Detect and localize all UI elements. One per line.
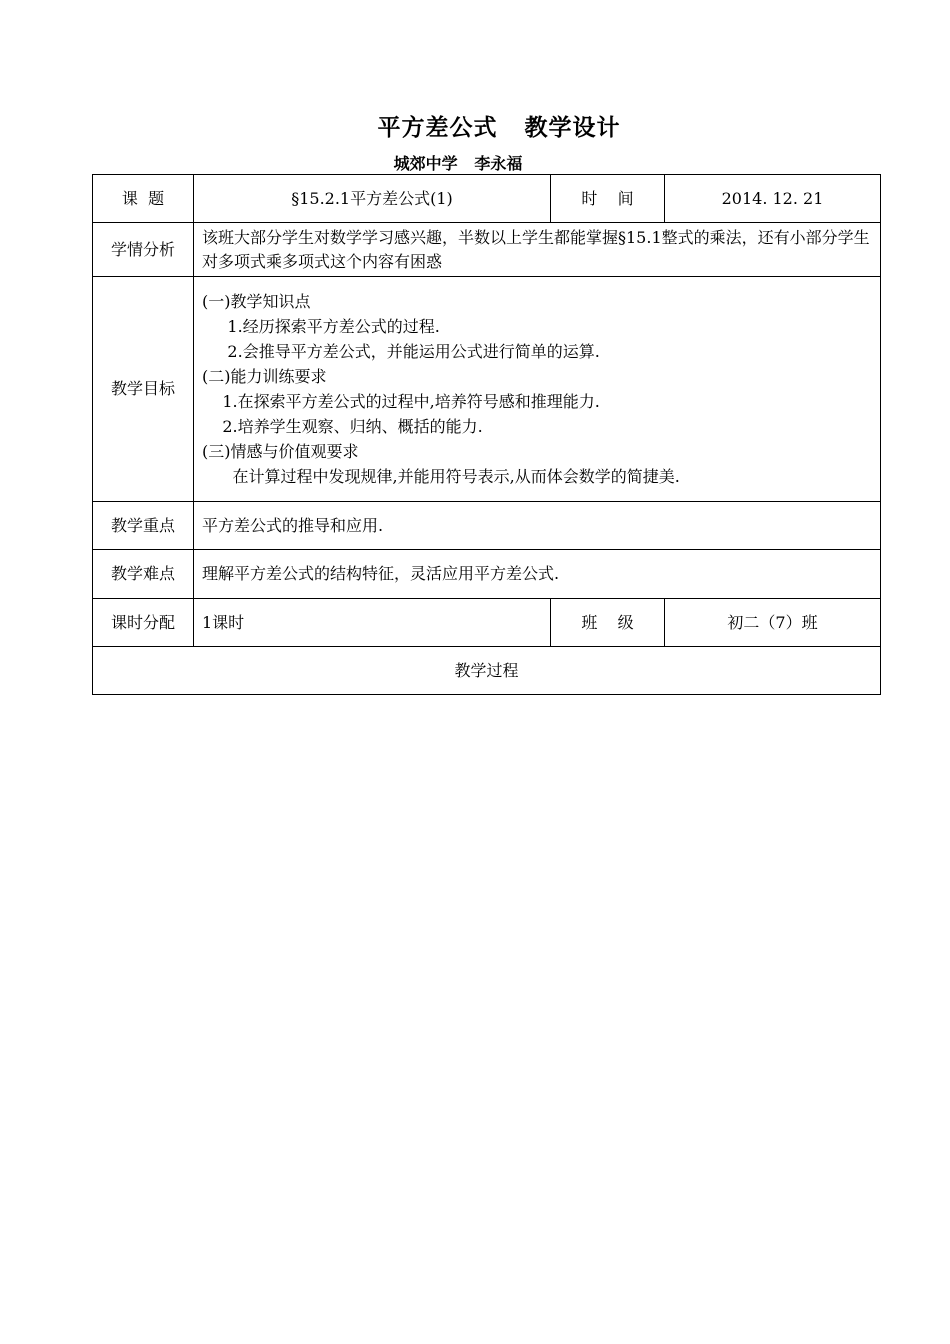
topic-label: 课 题	[93, 175, 194, 223]
table-row-process	[93, 647, 881, 695]
class-value: 初二（7）班	[665, 599, 881, 647]
table-row-hours	[93, 599, 881, 647]
goal-line: (二)能力训练要求	[202, 367, 327, 386]
table-row-analysis	[93, 223, 881, 277]
goal-line: 在计算过程中发现规律,并能用符号表示,从而体会数学的简捷美.	[202, 467, 680, 486]
topic-value: §15.2.1平方差公式(1)	[194, 175, 551, 223]
goal-line: 1.经历探索平方差公式的过程.	[202, 317, 440, 336]
difficulty-value: 理解平方差公式的结构特征，灵活应用平方差公式.	[194, 550, 881, 599]
analysis-value: 该班大部分学生对数学学习感兴趣，半数以上学生都能掌握§15.1整式的乘法，还有小部分学生对多项式乘多项式这个内容有困惑	[194, 223, 881, 277]
page-title: 平方差公式 教学设计	[377, 115, 621, 141]
process-label: 教学过程	[93, 647, 881, 695]
goal-line: (一)教学知识点	[202, 292, 311, 311]
analysis-label: 学情分析	[93, 223, 194, 277]
time-value: 2014. 12. 21	[665, 175, 881, 223]
goal-line: 2.培养学生观察、归纳、概括的能力.	[202, 417, 483, 436]
time-label: 时 间	[551, 175, 665, 223]
hours-label: 课时分配	[93, 599, 194, 647]
table-row-key-point	[93, 502, 881, 550]
difficulty-label: 教学难点	[93, 550, 194, 599]
goal-line: 1.在探索平方差公式的过程中,培养符号感和推理能力.	[202, 392, 600, 411]
author-line: 城郊中学 李永福	[393, 154, 523, 173]
class-label: 班 级	[551, 599, 665, 647]
hours-value: 1课时	[194, 599, 551, 647]
table-row-goals	[93, 277, 881, 502]
table-row-difficulty	[93, 550, 881, 599]
key-value: 平方差公式的推导和应用.	[194, 502, 881, 550]
table-row-topic	[93, 175, 881, 223]
lesson-plan-table	[92, 174, 881, 695]
goals-content	[194, 277, 881, 502]
goal-line: (三)情感与价值观要求	[202, 442, 359, 461]
goal-line: 2.会推导平方差公式，并能运用公式进行简单的运算.	[202, 342, 600, 361]
goals-label: 教学目标	[93, 277, 194, 502]
key-label: 教学重点	[93, 502, 194, 550]
